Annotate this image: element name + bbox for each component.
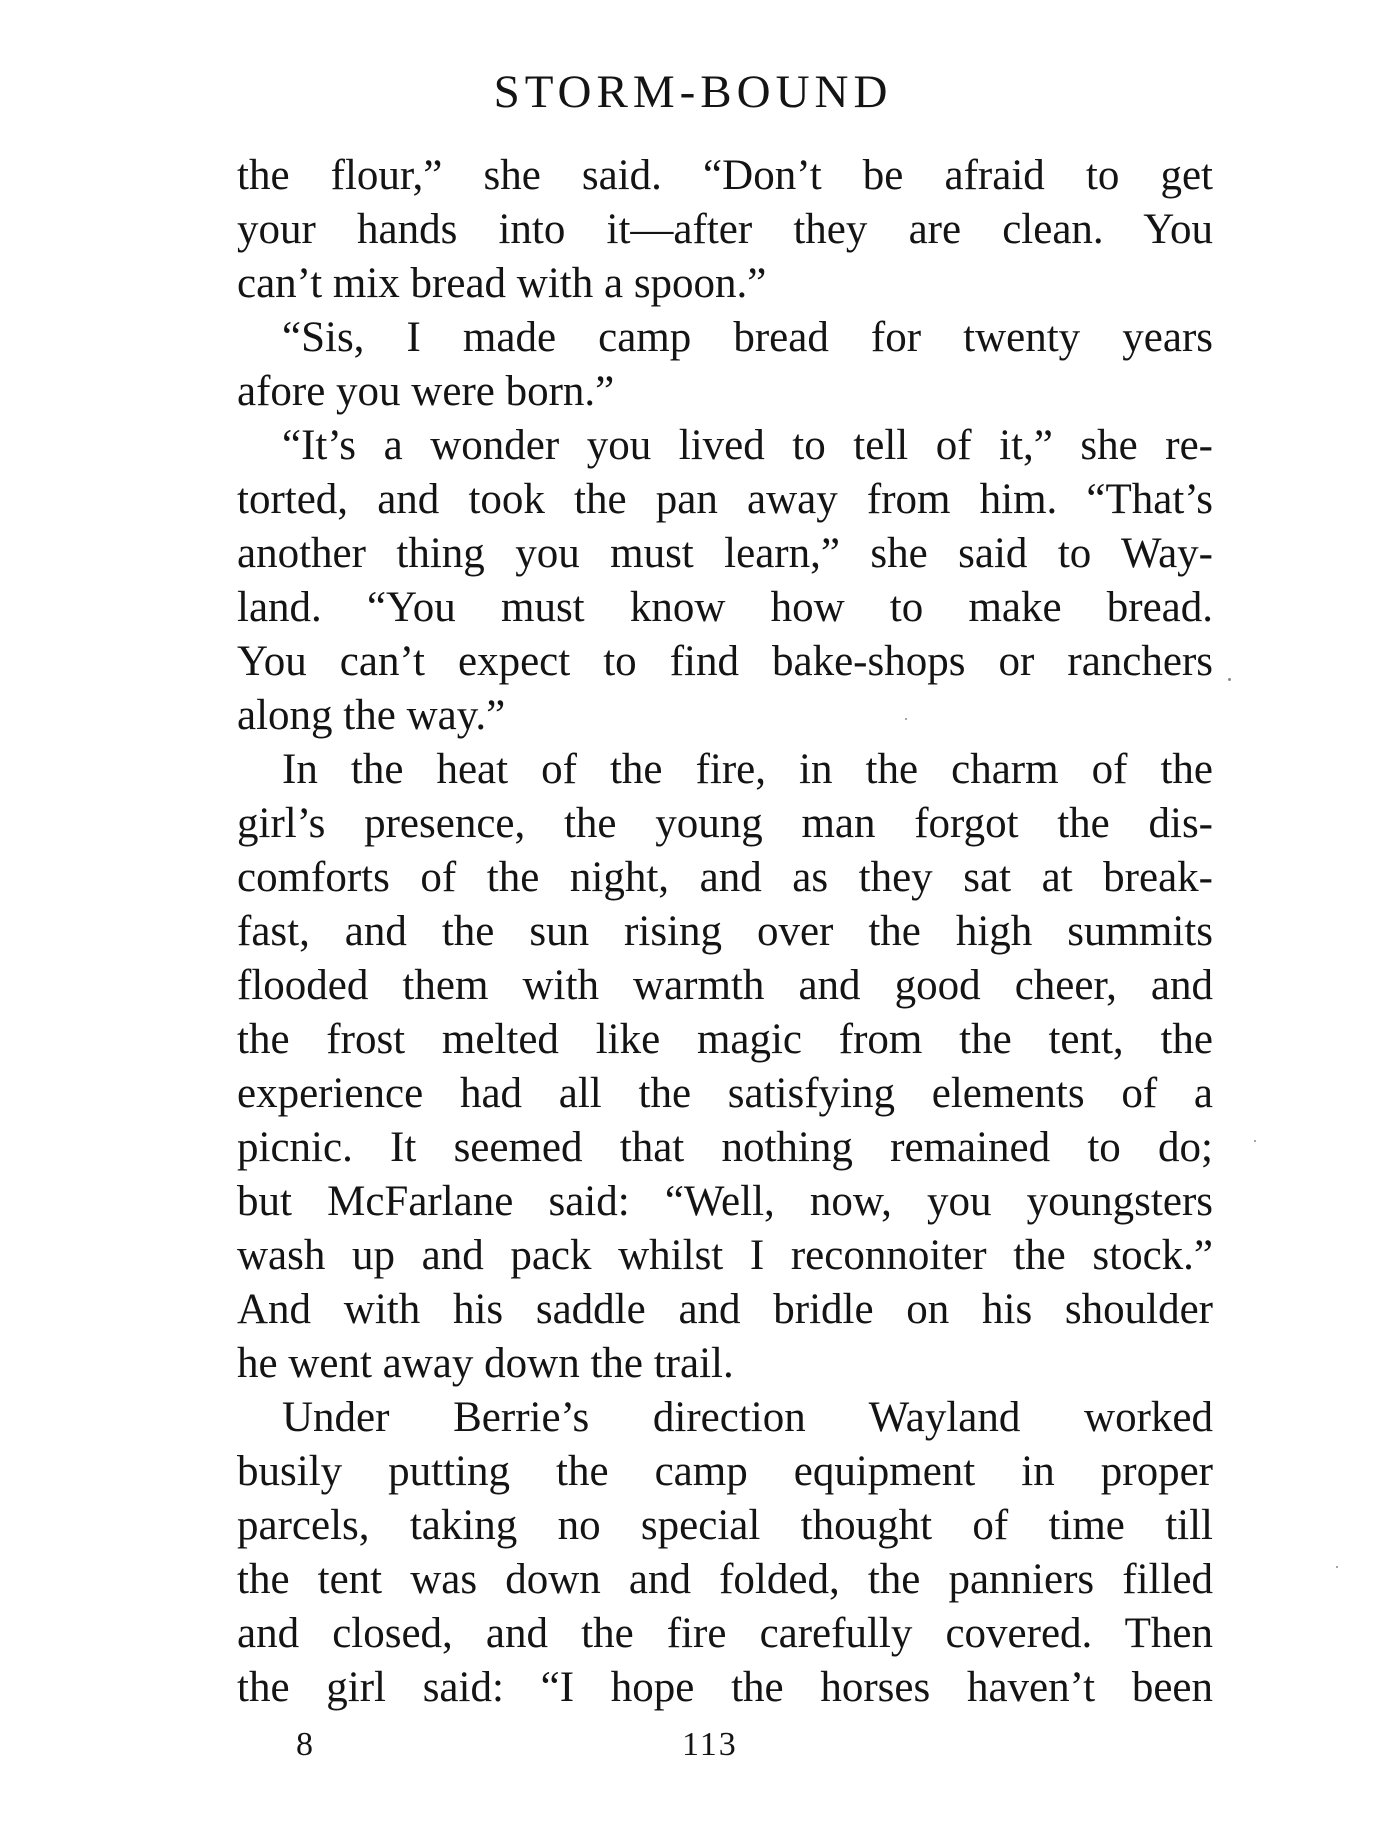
text-line: You can’t expect to find bake-shops or ranchers: [237, 638, 1213, 685]
text-line: busily putting the camp equipment in proper: [237, 1448, 1213, 1495]
text-line: comforts of the night, and as they sat at break-: [237, 854, 1213, 901]
text-line: the girl said: “I hope the horses haven’t been: [237, 1664, 1213, 1711]
text-line: along the way.”: [237, 692, 506, 739]
text-line: Under Berrie’s direction Wayland worked: [282, 1394, 1213, 1441]
text-line: can’t mix bread with a spoon.”: [237, 260, 767, 307]
text-line: picnic. It seemed that nothing remained to do;: [237, 1124, 1213, 1171]
text-line: he went away down the trail.: [237, 1340, 734, 1387]
page-number: 113: [682, 1726, 738, 1763]
text-line: “It’s a wonder you lived to tell of it,” she re-: [282, 422, 1213, 469]
text-line: fast, and the sun rising over the high summits: [237, 908, 1213, 955]
text-line: girl’s presence, the young man forgot the dis-: [237, 800, 1213, 847]
text-line: the flour,” she said. “Don’t be afraid to get: [237, 152, 1213, 199]
text-line: wash up and pack whilst I reconnoiter the stock.”: [237, 1232, 1213, 1279]
text-line: torted, and took the pan away from him. “That’s: [237, 476, 1213, 523]
text-line: the tent was down and folded, the panniers filled: [237, 1556, 1213, 1603]
paper-speck: [1228, 678, 1231, 681]
text-line: land. “You must know how to make bread.: [237, 584, 1213, 631]
text-line: another thing you must learn,” she said to Way-: [237, 530, 1213, 577]
text-line: the frost melted like magic from the tent, the: [237, 1016, 1213, 1063]
text-line: And with his saddle and bridle on his shoulder: [237, 1286, 1213, 1333]
running-head: STORM-BOUND: [493, 66, 893, 118]
text-line: but McFarlane said: “Well, now, you youngsters: [237, 1178, 1213, 1225]
text-line: your hands into it—after they are clean. You: [237, 206, 1213, 253]
page-footer: [0, 1720, 1386, 1770]
signature-mark: 8: [296, 1726, 313, 1763]
text-line: “Sis, I made camp bread for twenty years: [282, 314, 1213, 361]
text-line: parcels, taking no special thought of time till: [237, 1502, 1213, 1549]
body-text: [237, 149, 1213, 1715]
text-line: In the heat of the fire, in the charm of the: [282, 746, 1213, 793]
text-line: flooded them with warmth and good cheer, and: [237, 962, 1213, 1009]
paper-speck: [905, 718, 907, 720]
text-line: and closed, and the fire carefully covered. Then: [237, 1610, 1213, 1657]
text-line: afore you were born.”: [237, 368, 615, 415]
paper-speck: [1254, 1140, 1256, 1142]
text-line: experience had all the satisfying elements of a: [237, 1070, 1213, 1117]
paper-speck: [1336, 1566, 1338, 1568]
